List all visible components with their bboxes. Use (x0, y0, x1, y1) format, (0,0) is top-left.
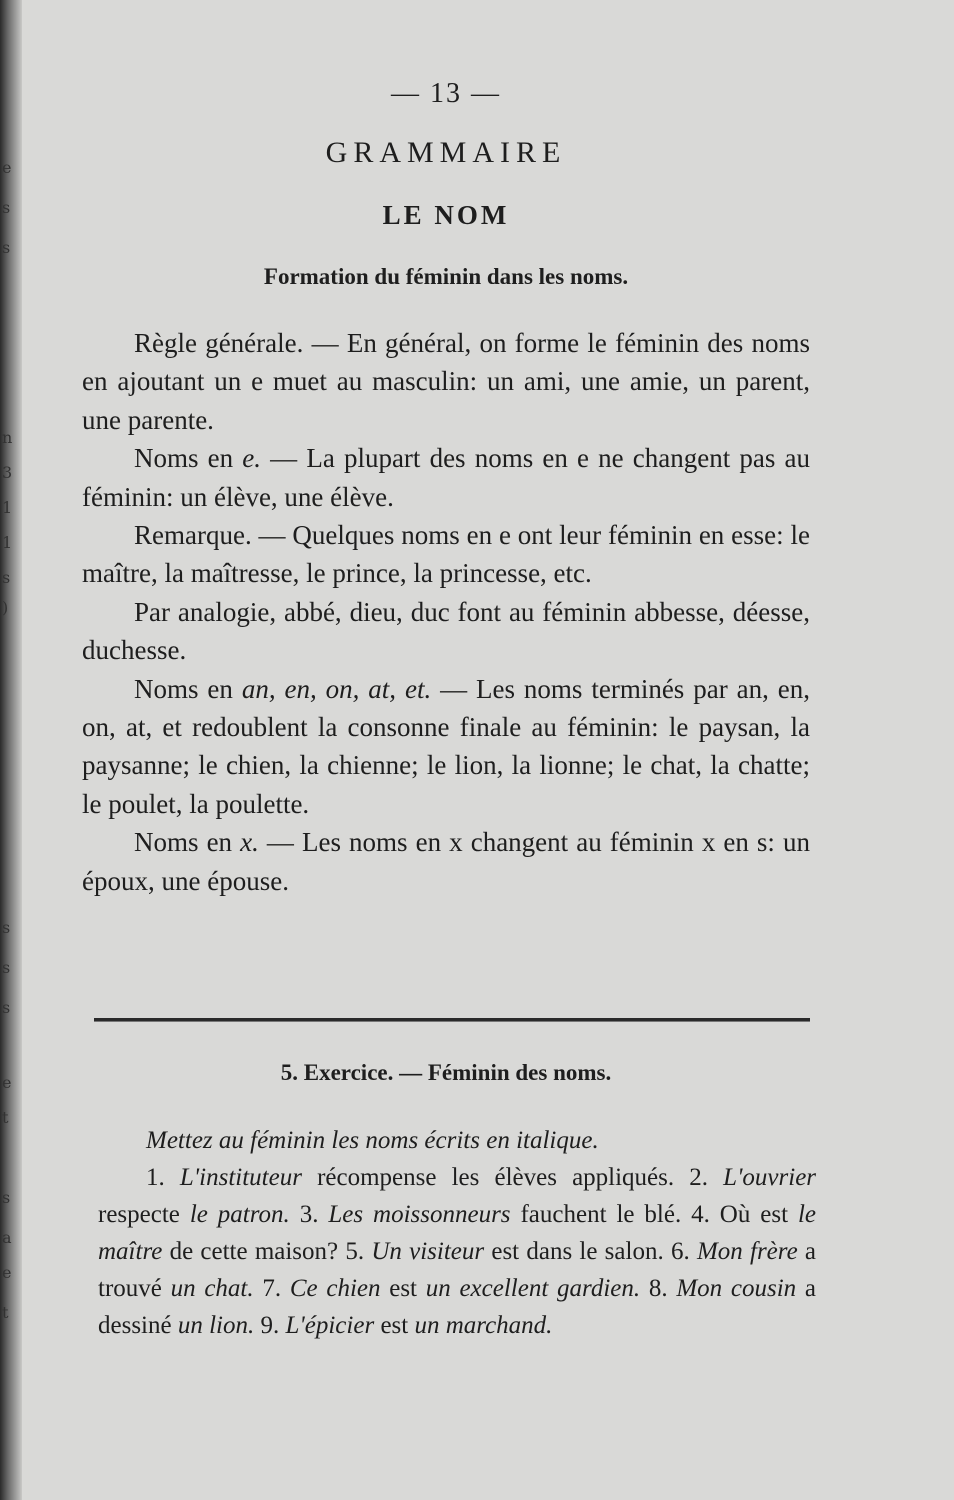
edge-mark: s (2, 918, 11, 937)
sentence-number: 8. (640, 1275, 677, 1302)
rule-paragraph-analogie (82, 593, 810, 670)
sentence-number: 9. (254, 1312, 286, 1339)
italic-noun: un marchand. (414, 1312, 553, 1339)
sentence-number: 2. (689, 1164, 724, 1191)
edge-mark: e (2, 158, 12, 177)
rule-text: — La plupart des noms en e ne changent pas au féminin: un élève, une élève. (82, 443, 810, 512)
exercise-title: 5. Exercice. — Féminin des noms. (280, 1060, 612, 1085)
edge-mark: t (2, 1303, 9, 1322)
rule-label: Noms en (134, 673, 242, 704)
rule-term: x. (240, 827, 259, 858)
italic-noun: Un visiteur (371, 1238, 485, 1265)
italic-noun: Mon cousin (676, 1275, 797, 1302)
edge-mark: a (2, 1228, 12, 1247)
edge-mark: t (2, 1108, 9, 1127)
sentence-number: 6. (670, 1238, 697, 1265)
rule-text: — Les noms en x changent au féminin x en s: un époux, une épouse. (82, 827, 810, 896)
rule-paragraph-an-en (82, 670, 810, 824)
instruction-text: Mettez au féminin les noms écrits en italique. (146, 1127, 599, 1154)
italic-noun: le maître (98, 1201, 817, 1265)
page-heading: GRAMMAIRE (325, 136, 567, 169)
edge-mark: ) (2, 598, 9, 617)
italic-noun: Les moissonneurs (328, 1201, 511, 1228)
edge-mark: s (2, 998, 11, 1017)
italic-noun: le patron. (189, 1201, 290, 1228)
italic-noun: un excellent gardien. (425, 1275, 641, 1302)
italic-noun: L'épicier (285, 1312, 375, 1339)
italic-noun: un chat. (170, 1275, 254, 1302)
sentence-text: fauchent le blé. (510, 1201, 692, 1228)
edge-mark: s (2, 1188, 11, 1207)
edge-mark: e (2, 1263, 12, 1282)
rule-paragraph-remarque (82, 516, 810, 593)
rule-text: — Les noms terminés par an, en, on, at, et redoublent la consonne finale au féminin: le paysan, la paysanne; le chien, la chienne; le lion, la lionne; le chat, la chatte; le poulet, la poulette. (82, 673, 810, 819)
edge-mark: 1 (2, 498, 13, 517)
exercise-body (98, 1122, 816, 1344)
grammar-rules (82, 324, 810, 900)
rule-text: — Quelques noms en e ont leur féminin en esse: le maître, la maîtresse, le prince, la princesse, etc. (82, 520, 810, 589)
sentence-text: a dessiné (98, 1275, 816, 1339)
sentence-text: de cette maison? (162, 1238, 346, 1265)
sentence-text: est (380, 1275, 426, 1302)
italic-noun: un lion. (177, 1312, 255, 1339)
rule-paragraph-x (82, 823, 810, 900)
edge-mark: 1 (2, 533, 13, 552)
edge-mark: s (2, 238, 11, 257)
sentence-text: Où est (719, 1201, 798, 1228)
rule-label: Remarque. (134, 520, 252, 551)
sentence-text: récompense les élèves appliqués. (301, 1164, 690, 1191)
rule-paragraph-e (82, 439, 810, 516)
italic-noun: Ce chien (289, 1275, 381, 1302)
italic-noun: L'instituteur (179, 1164, 302, 1191)
section-divider (94, 1018, 810, 1022)
edge-mark: s (2, 958, 11, 977)
italic-noun: L'ouvrier (723, 1164, 817, 1191)
sentence-number: 7. (253, 1275, 290, 1302)
sentence-number: 4. (691, 1201, 720, 1228)
rule-label: Noms en (134, 443, 243, 474)
rule-term: an, en, on, at, et. (241, 673, 432, 704)
rule-term: e. (242, 443, 262, 474)
sentence-number: 5. (345, 1238, 372, 1265)
edge-mark: n (2, 428, 13, 447)
rule-text: Par analogie, abbé, dieu, duc font au féminin abbesse, déesse, duchesse. (82, 596, 810, 666)
edge-mark: s (2, 198, 11, 217)
chapter-heading: LE NOM (382, 200, 510, 230)
italic-noun: Mon frère (696, 1238, 798, 1265)
sentence-text: respecte (98, 1201, 190, 1228)
edge-mark: s (2, 568, 11, 587)
page-number: — 13 — (391, 78, 501, 109)
sentence-text: est (374, 1312, 415, 1339)
rule-label: Noms en (134, 827, 241, 858)
sentence-number: 3. (289, 1201, 329, 1228)
rule-text: — En général, on forme le féminin des noms en ajoutant un e muet au masculin: un ami, une amie, un parent, une parente. (82, 328, 811, 435)
sentence-text: est dans le salon. (484, 1238, 671, 1265)
edge-mark: e (2, 1073, 12, 1092)
sentence-text: a trouvé (98, 1238, 816, 1302)
exercise-instruction (98, 1122, 816, 1159)
rule-paragraph-general (82, 324, 810, 439)
rule-label: Règle générale. (134, 328, 304, 358)
edge-mark: 3 (2, 463, 13, 482)
exercise-sentences (98, 1159, 816, 1344)
section-title: Formation du féminin dans les noms. (263, 264, 629, 289)
sentence-number: 1. (146, 1164, 180, 1191)
